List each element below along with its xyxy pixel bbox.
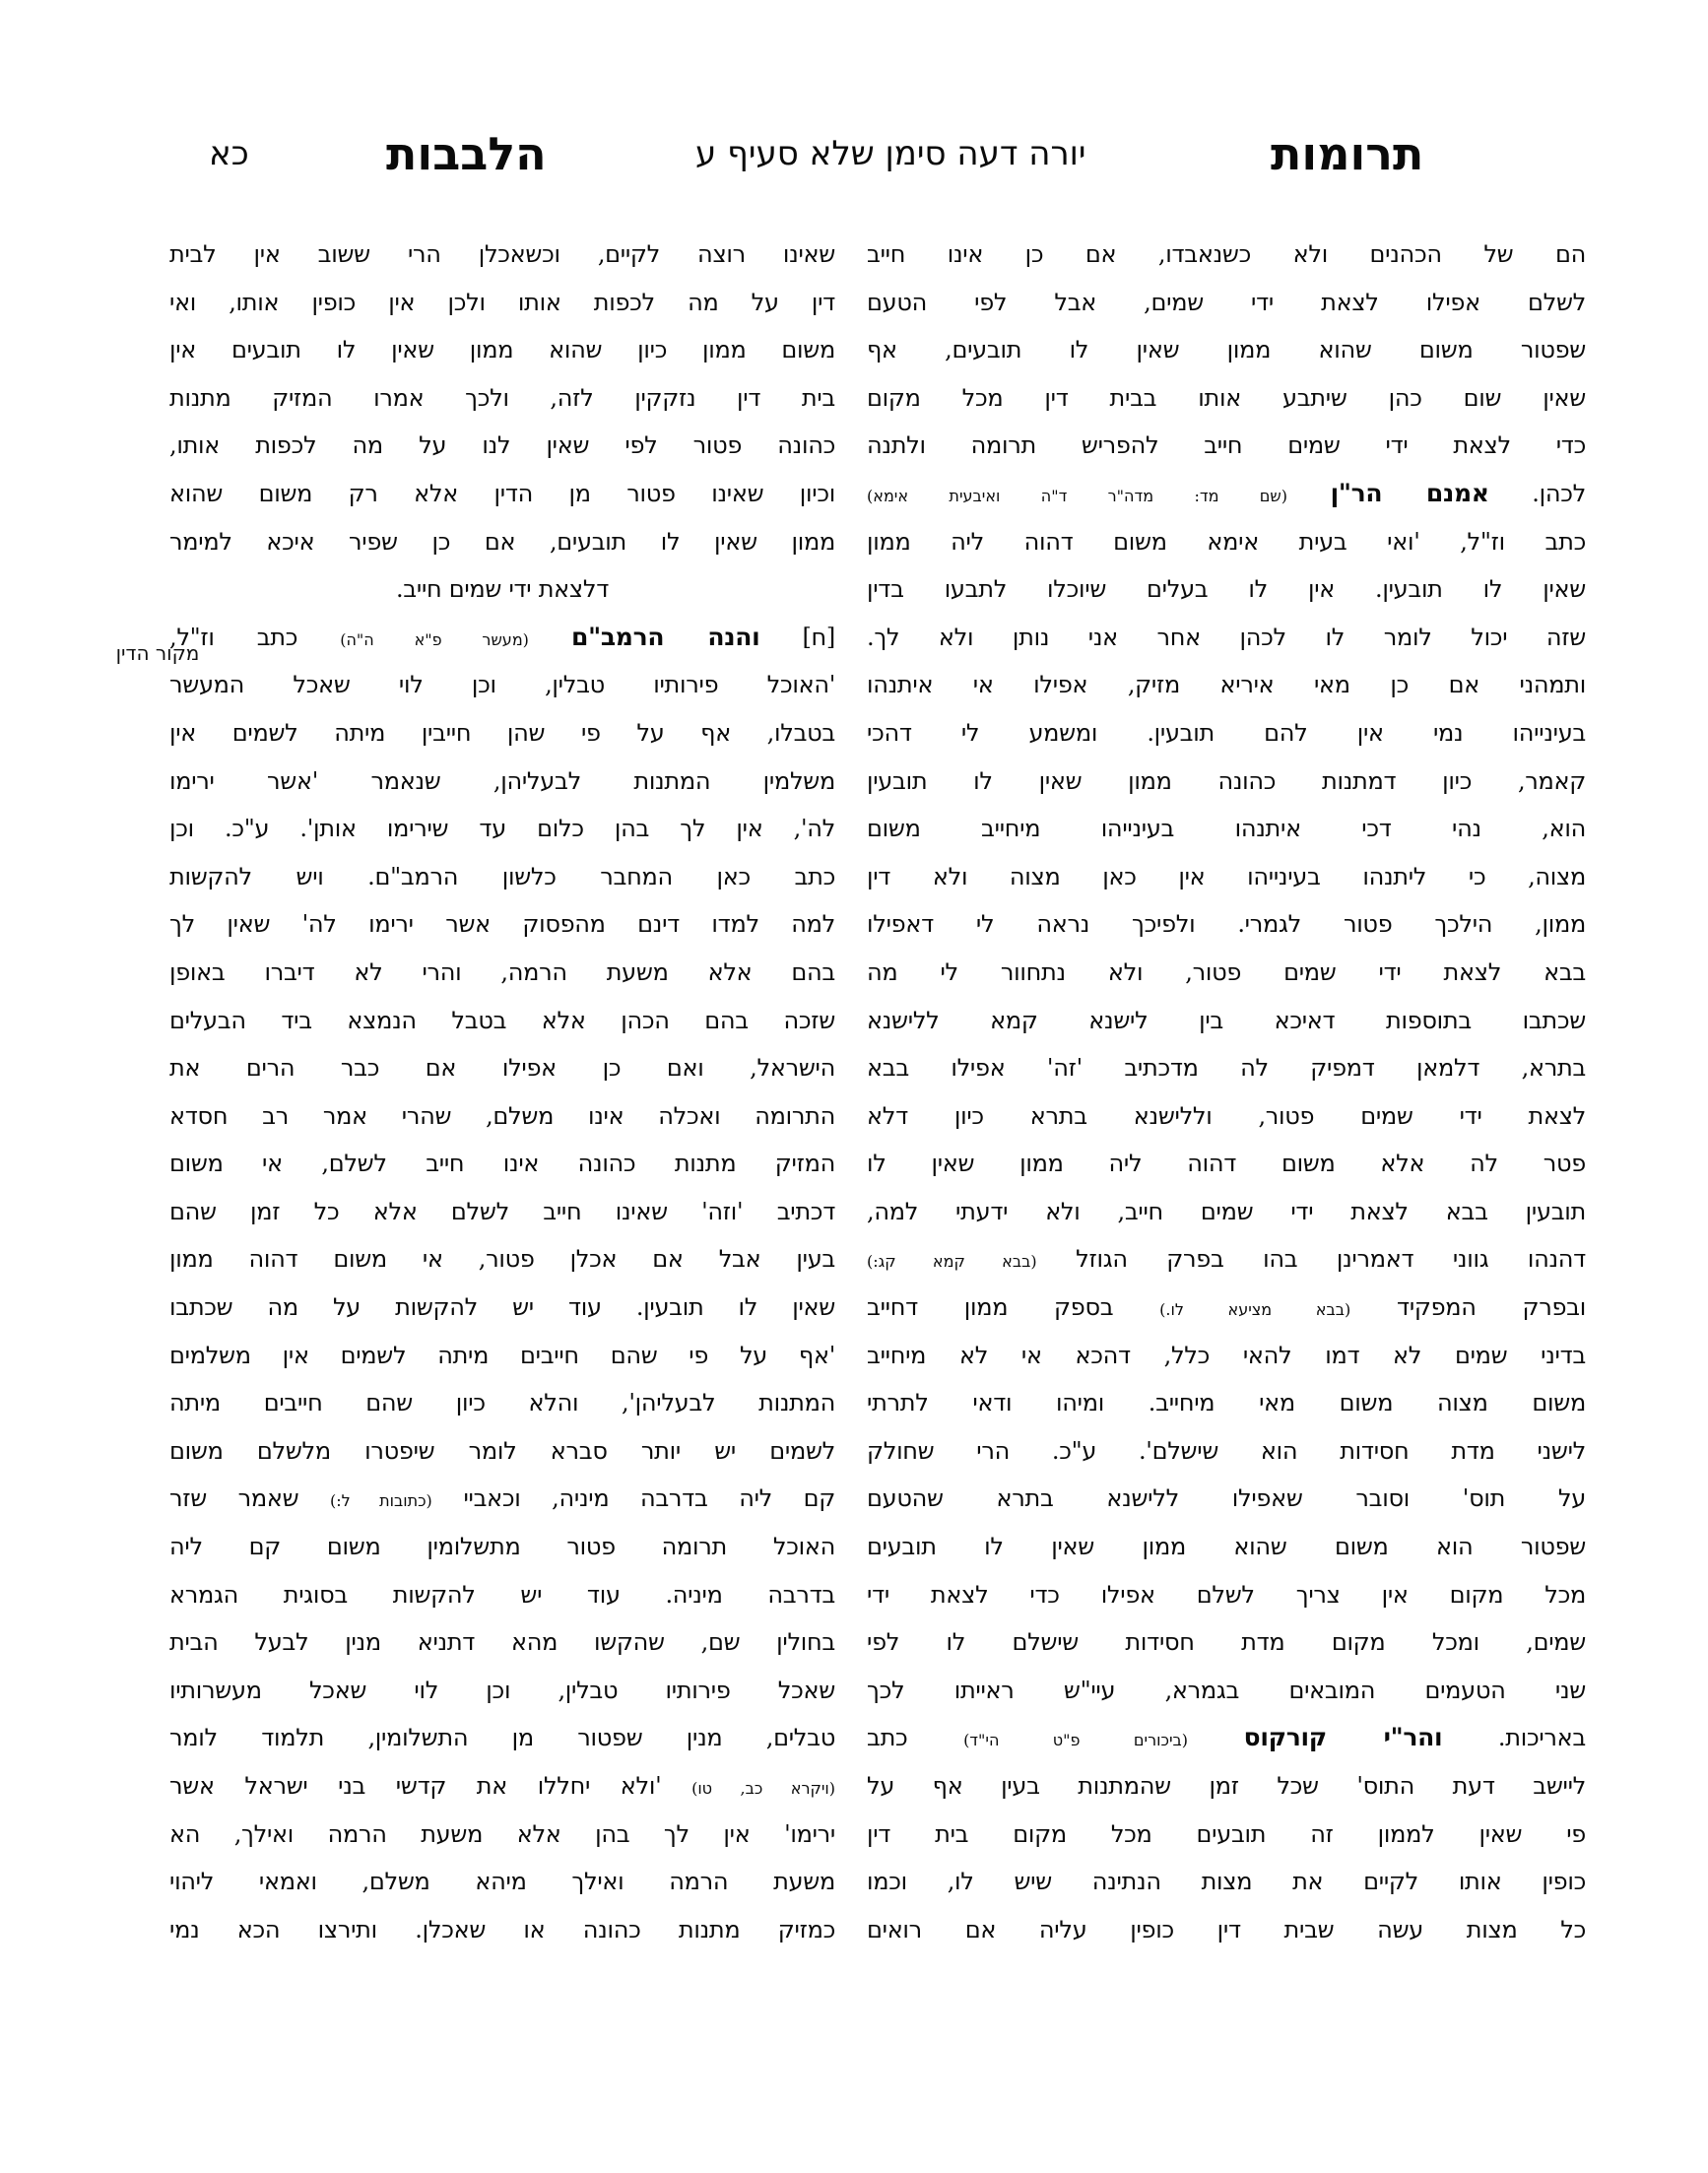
text-line <box>169 374 835 423</box>
line-text: הישראל, ואם כן אפילו אם כבר הרים את <box>169 1054 835 1083</box>
text-line <box>169 1906 835 1954</box>
line-text: טבלים, מנין שפטור מן התשלומין, תלמוד לומר <box>169 1724 835 1752</box>
text-line <box>169 1571 835 1619</box>
line-text: פטר לה אלא משום דהוה ליה ממון שאין לו <box>867 1150 1586 1178</box>
text-line <box>169 1140 835 1188</box>
text-line <box>867 757 1586 806</box>
text-line <box>169 757 835 806</box>
text-line <box>169 900 835 949</box>
text-line <box>867 900 1586 949</box>
text-line <box>867 230 1586 279</box>
text-line <box>867 374 1586 423</box>
line-text: מצוה, כי ליתנהו בעינייהו אין כאן מצוה ולא דין <box>867 862 1586 890</box>
text-line <box>867 661 1586 709</box>
text-line <box>169 1379 835 1427</box>
bold-lead: והנה הרמב"ם <box>571 622 760 651</box>
line-text: כהונה פטור לפי שאין לנו על מה לכפות אותו, <box>169 431 835 460</box>
text-line <box>169 614 835 662</box>
line-text <box>1287 480 1331 507</box>
text-line <box>169 1332 835 1380</box>
line-text: דלצאת ידי שמים חייב. <box>395 575 610 604</box>
line-text: 'אף על פי שהם חייבים מיתה לשמים אין משלמים <box>169 1341 835 1369</box>
line-text: כדי לצאת ידי שמים חייב להפריש תרומה ולתנה <box>867 431 1586 460</box>
text-line <box>169 949 835 997</box>
line-text: שני הטעמים המובאים בגמרא, עיי"ש ראייתו לכך <box>867 1676 1586 1704</box>
line-text: 'האוכל פירותיו טבלין, וכן לוי שאכל המעשר <box>169 671 835 699</box>
line-text: משעת הרמה ואילך מיהא משלם, ואמאי ליהוי <box>169 1868 835 1896</box>
line-text: בחולין שם, שהקשו מהא דתניא מנין לבעל הבית <box>169 1628 835 1657</box>
inline-citation: (שם מד: מדה"ר ד"ה ואיבעית אימא) <box>867 486 1287 505</box>
text-line <box>867 1571 1586 1619</box>
text-line <box>169 1858 835 1906</box>
text-line <box>169 470 835 518</box>
line-text: ממון, הילכך פטור לגמרי. ולפיכך נראה לי דאפילו <box>867 910 1586 939</box>
text-line <box>169 1618 835 1667</box>
line-text: ליישב דעת התוס' שכל זמן שהמתנות בעין אף על <box>867 1772 1586 1800</box>
text-line <box>867 949 1586 997</box>
text-line <box>867 1714 1586 1762</box>
text-line <box>867 1811 1586 1859</box>
line-text: שאמר שזר <box>169 1484 330 1513</box>
text-line <box>867 1427 1586 1476</box>
line-text: למה למדו דינם מהפסוק אשר ירימו לה' שאין לך <box>169 910 835 939</box>
text-line <box>867 997 1586 1045</box>
text-line <box>867 614 1586 662</box>
text-line <box>169 422 835 470</box>
inline-citation: (כתובות ל:) <box>329 1491 432 1511</box>
text-line <box>169 709 835 757</box>
text-line <box>867 709 1586 757</box>
line-text: ותמהני אם כן מאי איריא מזיק, אפילו אי איתנהו <box>867 671 1586 699</box>
line-text: המתנות לבעליהן', והלא כיון שהם חייבים מיתה <box>169 1389 835 1417</box>
inline-citation: (בבא מציעא לו.) <box>1159 1300 1351 1320</box>
line-text: בדרבה מיניה. עוד יש להקשות בסוגית הגמרא <box>169 1580 835 1609</box>
line-text: ממון שאין לו תובעים, אם כן שפיר איכא למימר <box>169 527 835 556</box>
line-text: קם ליה בדרבה מיניה, וכאביי <box>431 1484 835 1513</box>
line-text: בבא לצאת ידי שמים פטור, ולא נתחוור לי מה <box>867 957 1586 986</box>
text-line <box>867 1379 1586 1427</box>
line-text: דהנהו גווני דאמרינן בהו בפרק הגוזל <box>1036 1245 1586 1274</box>
line-text: המזיק מתנות כהונה אינו חייב לשלם, אי משום <box>169 1150 835 1178</box>
line-text: מכל מקום אין צריך לשלם אפילו כדי לצאת ידי <box>867 1580 1586 1609</box>
text-line <box>867 1140 1586 1188</box>
text-line <box>867 1284 1586 1332</box>
line-text: שמים, ומכל מקום מדת חסידות שישלם לו לפי <box>867 1628 1586 1657</box>
text-line <box>169 1811 835 1859</box>
column-left <box>169 230 835 1953</box>
line-text: שאין לו תובעין. עוד יש להקשות על מה שכתבו <box>169 1293 835 1322</box>
text-line <box>867 565 1586 614</box>
text-line <box>867 518 1586 566</box>
line-text: פי שאין לממון זה תובעים מכל מקום בית דין <box>867 1819 1586 1848</box>
line-text: לכהן. <box>1488 479 1586 507</box>
text-line <box>169 1475 835 1523</box>
line-text: 'ולא יחללו את קדשי בני ישראל אשר <box>169 1772 692 1800</box>
line-text: דכתיב 'וזה' שאינו חייב לשלם אלא כל זמן שהם <box>169 1197 835 1225</box>
running-head-location: יורה דעה סימן שלא סעיף ע <box>695 134 1086 173</box>
bold-lead: והר"י קורקוס <box>1243 1723 1443 1752</box>
text-line <box>169 661 835 709</box>
line-text: שאין לו תובעין. אין לו בעלים שיוכלו לתבעו בדין <box>867 575 1586 604</box>
column-right <box>867 230 1586 1953</box>
line-text: הוא, נהי דכי איתנהו בעינייהו מיחייב משום <box>867 815 1586 843</box>
text-line <box>867 1235 1586 1284</box>
line-text: [ח] <box>759 623 835 651</box>
text-line <box>169 1284 835 1332</box>
line-text: על תוס' וסובר שאפילו ללישנא בתרא שהטעם <box>867 1484 1586 1513</box>
line-text: כתב כאן המחבר כלשון הרמב"ם. ויש להקשות <box>169 862 835 890</box>
inline-citation: (ויקרא כב, טו) <box>691 1779 835 1798</box>
text-line <box>169 853 835 901</box>
line-text: כתב וז"ל, 'ואי בעית אימא משום דהוה ליה ממון <box>867 527 1586 556</box>
text-line <box>169 1092 835 1141</box>
line-text: לה', אין לך בהן כלום עד שירימו אותן'. ע"כ. וכן <box>169 815 835 843</box>
line-text <box>1188 1724 1244 1751</box>
text-line <box>867 1667 1586 1715</box>
line-text: משלמין המתנות לבעליהן, שנאמר 'אשר ירימו <box>169 766 835 795</box>
line-text: בספק ממון דחייב <box>867 1293 1160 1322</box>
line-text: בדיני שמים לא דמו להאי כלל, דהכא אי לא מיחייב <box>867 1341 1586 1369</box>
line-text: כמזיק מתנות כהונה או שאכלן. ותירצו הכא נמי <box>169 1915 835 1943</box>
line-text: לשמים יש יותר סברא לומר שיפטרו מלשלם משום <box>169 1436 835 1465</box>
text-line <box>169 1427 835 1476</box>
line-text: שאינו רוצה לקיים, וכשאכלן הרי ששוב אין לבית <box>169 240 835 268</box>
line-text: כתב <box>867 1724 964 1752</box>
line-text: הם של הכהנים ולא כשנאבדו, אם כן אינו חייב <box>867 240 1586 268</box>
line-text: האוכל תרומה פטור מתשלומין משום קם ליה <box>169 1533 835 1561</box>
line-text: כל מצות עשה שבית דין כופין עליה אם רואים <box>867 1915 1586 1943</box>
text-line <box>169 326 835 374</box>
line-text: דין על מה לכפות אותו ולכן אין כופין אותו, ואי <box>169 288 835 316</box>
line-text: שכתבו בתוספות דאיכא בין לישנא קמא ללישנא <box>867 1006 1586 1034</box>
text-line <box>169 279 835 327</box>
line-text: לישני מדת חסידות הוא שישלם'. ע"כ. הרי שחולק <box>867 1436 1586 1465</box>
line-text <box>529 624 571 651</box>
line-text: שפטור הוא משום שהוא ממון שאין לו תובעים <box>867 1533 1586 1561</box>
text-line <box>169 1235 835 1284</box>
text-line <box>867 279 1586 327</box>
bold-lead: אמנם הר"ן <box>1330 478 1489 507</box>
text-line <box>867 1092 1586 1141</box>
text-line <box>169 230 835 279</box>
line-text: וכיון שאינו פטור מן הדין אלא רק משום שהוא <box>169 479 835 507</box>
text-line <box>867 1475 1586 1523</box>
line-text: משום ממון כיון שהוא ממון שאין לו תובעים אין <box>169 336 835 364</box>
text-line <box>867 422 1586 470</box>
line-text: ובפרק המפקיד <box>1350 1293 1586 1322</box>
line-text: לשלם אפילו לצאת ידי שמים, אבל לפי הטעם <box>867 288 1586 316</box>
line-text: באריכות. <box>1442 1724 1586 1752</box>
line-text: כופין אותו לקיים את מצות הנתינה שיש לו, וכמו <box>867 1868 1586 1896</box>
text-line <box>867 1188 1586 1236</box>
text-line <box>867 1762 1586 1811</box>
text-line <box>867 1332 1586 1380</box>
line-text: בהם אלא משעת הרמה, והרי לא דיברו באופן <box>169 957 835 986</box>
line-text: שפטור משום שהוא ממון שאין לו תובעים, אף <box>867 336 1586 364</box>
inline-citation: (ביכורים פ"ט הי"ד) <box>963 1731 1189 1750</box>
text-line <box>169 1044 835 1092</box>
line-text: לצאת ידי שמים פטור, וללישנא בתרא כיון דלא <box>867 1101 1586 1130</box>
line-text: בית דין נזקקין לזה, ולכך אמרו המזיק מתנות <box>169 383 835 412</box>
inline-citation: (בבא קמא קג:) <box>867 1252 1037 1272</box>
text-line <box>867 326 1586 374</box>
line-text: בטבלו, אף על פי שהן חייבין מיתה לשמים אין <box>169 718 835 747</box>
line-text: שזה יכול לומר לו לכהן אחר אני נותן ולא לך. <box>867 623 1586 651</box>
line-text: כתב וז"ל, <box>169 623 341 651</box>
line-text: תובעין בבא לצאת ידי שמים חייב, ולא ידעתי למה, <box>867 1197 1586 1225</box>
running-head-title: הלבבות <box>386 127 547 180</box>
inline-citation: (מעשר פ"א ה"ה) <box>340 629 529 649</box>
text-line <box>169 1762 835 1811</box>
running-head-section: תרומות <box>1271 127 1424 180</box>
text-line <box>867 1523 1586 1571</box>
text-line <box>867 853 1586 901</box>
text-line <box>169 1714 835 1762</box>
page-number: כא <box>209 134 249 173</box>
line-text: שאכל פירותיו טבלין, וכן לוי שאכל מעשרותיו <box>169 1676 835 1704</box>
text-line <box>867 805 1586 853</box>
text-line <box>867 1618 1586 1667</box>
line-text: משום מצוה משום מאי מיחייב. ומיהו ודאי לתרתי <box>867 1389 1586 1417</box>
line-text: שזכה בהם הכהן אלא בטבל הנמצא ביד הבעלים <box>169 1006 835 1034</box>
text-line <box>169 565 835 614</box>
text-line <box>169 805 835 853</box>
text-line <box>867 1858 1586 1906</box>
text-line <box>867 470 1586 518</box>
line-text: התרומה ואכלה אינו משלם, שהרי אמר רב חסדא <box>169 1101 835 1130</box>
text-line <box>169 997 835 1045</box>
line-text: קאמר, כיון דמתנות כהונה ממון שאין לו תובעין <box>867 766 1586 795</box>
text-line <box>169 1523 835 1571</box>
text-line <box>169 518 835 566</box>
line-text: בעינייהו נמי אין להם תובעין. ומשמע לי דהכי <box>867 718 1586 747</box>
line-text: שאין שום כהן שיתבע אותו בבית דין מכל מקום <box>867 383 1586 412</box>
line-text: בתרא, דלמאן דמפיק לה מדכתיב 'זה' אפילו בבא <box>867 1054 1586 1083</box>
line-text: בעין אבל אם אכלן פטור, אי משום דהוה ממון <box>169 1245 835 1274</box>
text-line <box>867 1906 1586 1954</box>
margin-note: מקור הדין <box>115 641 200 665</box>
text-line <box>867 1044 1586 1092</box>
text-line <box>169 1667 835 1715</box>
line-text: ירימו' אין לך בהן אלא משעת הרמה ואילך, הא <box>169 1819 835 1848</box>
text-line <box>169 1188 835 1236</box>
